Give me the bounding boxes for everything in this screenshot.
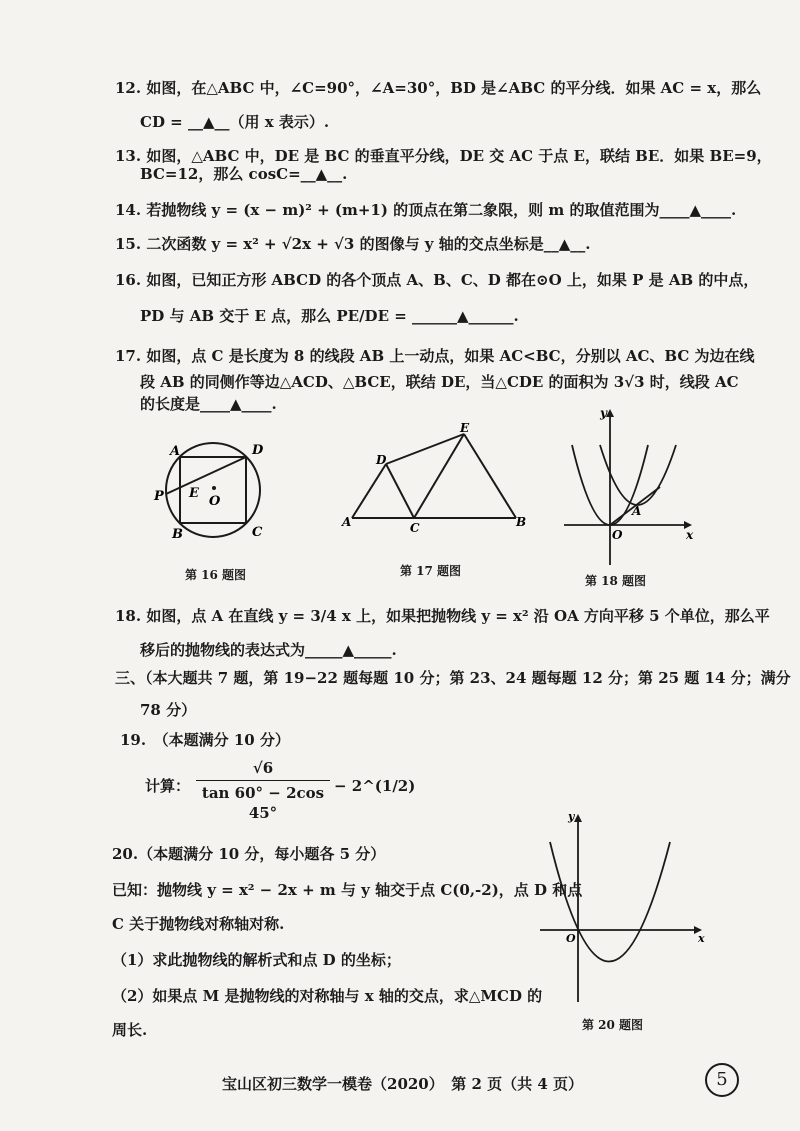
q18-line2: 移后的抛物线的表达式为_____▲_____. xyxy=(140,641,397,659)
fig18-label-x: x xyxy=(686,528,694,542)
q12-line2: CD = __▲__（用 x 表示）. xyxy=(140,113,330,131)
q19-heading: 19. （本题满分 10 分） xyxy=(120,731,290,749)
q19-fraction xyxy=(196,758,330,823)
q13-line2: BC=12，那么 cosC=__▲__. xyxy=(140,165,348,183)
fig16-label-A: A xyxy=(170,444,181,459)
fig17-label-E: E xyxy=(460,421,470,435)
page-mark-circle xyxy=(705,1063,739,1097)
q17-line2: 段 AB 的同侧作等边△ACD、△BCE，联结 DE，当△CDE 的面积为 3√3 时，线段 AC xyxy=(140,373,739,391)
q19-tail: − 2^(1/2) xyxy=(334,777,416,795)
fig18-label-O: O xyxy=(612,528,623,542)
fig16-label-B: B xyxy=(172,527,183,542)
fig16-label-O: O xyxy=(209,494,221,509)
figure-17 xyxy=(340,420,530,535)
q16-line1: 16. 如图，已知正方形 ABCD 的各个顶点 A、B、C、D 都在⊙O 上，如果 P 是 AB 的中点， xyxy=(115,271,759,289)
figure-20 xyxy=(538,806,708,1011)
page-mark-number: 5 xyxy=(716,1069,728,1090)
q15-line: 15. 二次函数 y = x² + √2x + √3 的图像与 y 轴的交点坐标是__▲__. xyxy=(115,235,591,253)
q19-denominator: tan 60° − 2cos 45° xyxy=(201,784,325,822)
fig16-label-P: P xyxy=(154,489,164,504)
fig17-caption: 第 17 题图 xyxy=(400,564,462,578)
fig16-label-E: E xyxy=(189,486,199,501)
fig18-label-A: A xyxy=(632,504,642,518)
q20-line5: 周长. xyxy=(112,1021,148,1039)
q18-line1: 18. 如图，点 A 在直线 y = 3/4 x 上，如果把抛物线 y = x² 沿 OA 方向平移 5 个单位，那么平 xyxy=(115,607,770,625)
fig18-caption: 第 18 题图 xyxy=(585,574,647,588)
fig17-label-D: D xyxy=(376,453,387,467)
figure-18 xyxy=(560,405,700,570)
q16-line2: PD 与 AB 交于 E 点，那么 PE/DE = ______▲______. xyxy=(140,307,519,325)
q13-line1: 13. 如图，△ABC 中，DE 是 BC 的垂直平分线，DE 交 AC 于点 E，联结 BE．如果 BE=9， xyxy=(115,147,772,165)
fig20-caption: 第 20 题图 xyxy=(582,1018,644,1032)
figure-16 xyxy=(150,430,290,570)
fig17-label-C: C xyxy=(410,521,420,535)
page-footer: 宝山区初三数学一模卷（2020） 第 2 页（共 4 页） xyxy=(222,1075,584,1093)
fig20-label-y: y xyxy=(568,810,575,823)
q20-line1: 已知：抛物线 y = x² − 2x + m 与 y 轴交于点 C(0,-2)，点 D 和点 xyxy=(112,881,583,899)
q19-fraction-bar xyxy=(196,780,330,781)
q20-line4: （2）如果点 M 是抛物线的对称轴与 x 轴的交点，求△MCD 的 xyxy=(112,987,543,1005)
fig16-label-C: C xyxy=(252,525,263,540)
q17-line1: 17. 如图，点 C 是长度为 8 的线段 AB 上一动点，如果 AC<BC，分别以 AC、BC 为边在线 xyxy=(115,347,755,365)
q14-line: 14. 若抛物线 y = (x − m)² + (m+1) 的顶点在第二象限，则 m 的取值范围为____▲____. xyxy=(115,201,737,219)
fig18-label-y: y xyxy=(600,406,607,420)
fig16-caption: 第 16 题图 xyxy=(185,568,247,582)
q20-heading: 20.（本题满分 10 分，每小题各 5 分） xyxy=(112,845,386,863)
fig17-label-A: A xyxy=(342,515,352,529)
q12-line1: 12. 如图，在△ABC 中，∠C=90°，∠A=30°，BD 是∠ABC 的平分线．如果 AC = x，那么 xyxy=(115,79,762,97)
q19-calc-label: 计算： xyxy=(145,777,191,795)
q20-line2: C 关于抛物线对称轴对称. xyxy=(112,915,285,933)
section3-line1: 三、（本大题共 7 题，第 19−22 题每题 10 分；第 23、24 题每题 12 分；第 25 题 14 分；满分 xyxy=(115,669,791,687)
fig20-label-x: x xyxy=(698,932,705,945)
fig20-label-O: O xyxy=(566,932,576,945)
fig17-label-B: B xyxy=(516,515,527,529)
q20-line3: （1）求此抛物线的解析式和点 D 的坐标； xyxy=(112,951,401,969)
fig16-label-D: D xyxy=(252,443,264,458)
q19-numerator: √6 xyxy=(252,759,274,777)
q17-line3: 的长度是____▲____. xyxy=(140,395,277,413)
section3-line2: 78 分） xyxy=(140,701,197,719)
